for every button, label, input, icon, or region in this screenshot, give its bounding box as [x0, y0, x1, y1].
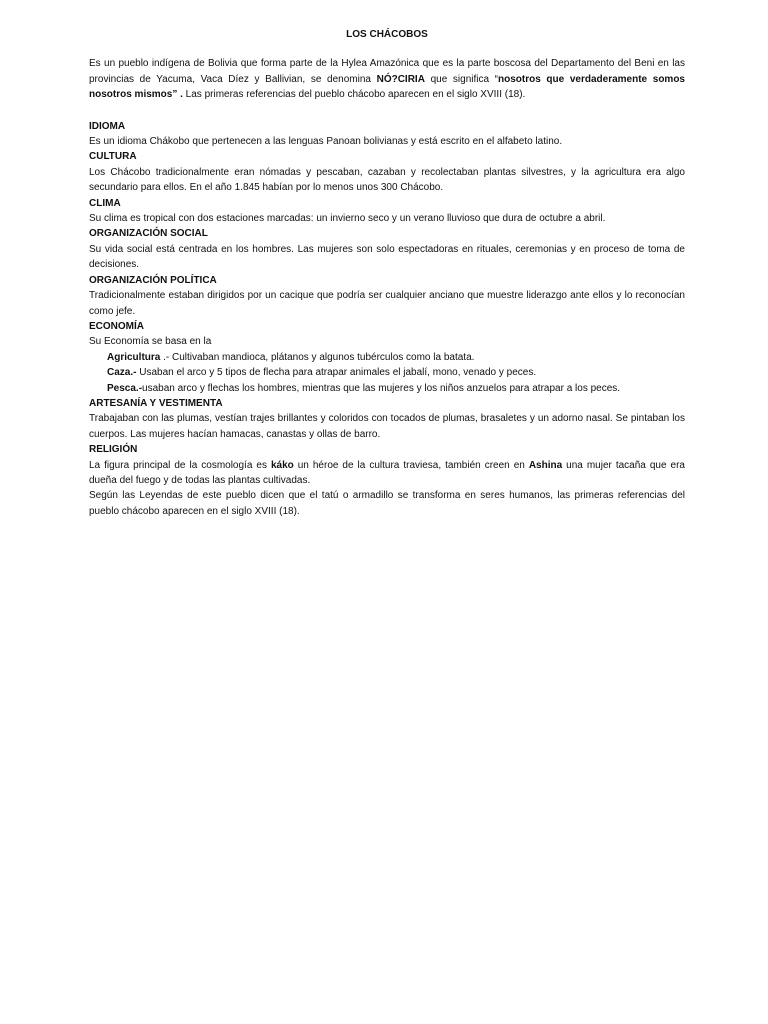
document-title: LOS CHÁCOBOS [346, 29, 428, 40]
heading-cultura: CULTURA [89, 151, 137, 163]
name-meaning: nosotros que verdaderamente somos nosotros mismos” . [89, 73, 685, 101]
people-name: NÓ?CIRIA [376, 73, 425, 85]
text-organizacion-social: Su vida social está centrada en los hombres. Las mujeres son solo espectadoras en rituales, ceremonias y en proceso de toma de decisiones. [89, 243, 685, 271]
heading-clima: CLIMA [89, 197, 121, 209]
intro-text-2: que significa “ [424, 73, 499, 85]
heading-economia: ECONOMÍA [89, 320, 144, 332]
religion-ashina: Ashina [528, 459, 563, 471]
economia-item-label: Pesca.- [107, 382, 143, 394]
economia-item-text: usaban arco y flechas los hombres, mientras que las mujeres y los niños anzuelos para atrapar a los peces. [142, 382, 621, 394]
economia-item-text: .- Cultivaban mandioca, plátanos y algunos tubérculos como la batata. [160, 351, 475, 363]
religion-text-2: un héroe de la cultura traviesa, también creen en [293, 459, 529, 471]
economia-item-caza [89, 365, 685, 380]
religion-text-3: una mujer tacaña que era dueña del fuego y de todas las plantas cultivadas. [89, 459, 685, 486]
text-clima: Su clima es tropical con dos estaciones marcadas: un invierno seco y un verano lluvioso que dura de octubre a abril. [89, 213, 606, 225]
heading-religion: RELIGIÓN [89, 444, 138, 456]
text-religion [89, 458, 685, 489]
economia-item-agricultura [89, 350, 685, 365]
economia-item-label: Agricultura [107, 351, 161, 363]
text-religion-leyendas: Según las Leyendas de este pueblo dicen que el tatú o armadillo se transforma en seres humanos, las primeras referencias del pueblo chácobo aparecen en el siglo XVIII (18). [89, 490, 685, 517]
intro-text-1: Es un pueblo indígena de Bolivia que forma parte de la Hylea Amazónica que es la parte boscosa del Departamento del Beni en las provincias de Yacuma, Vaca Díez y Ballivian, se denomina [89, 58, 685, 85]
religion-text-1: La figura principal de la cosmología es [89, 459, 271, 471]
intro-text-3: Las primeras referencias del pueblo chácobo aparecen en el siglo XVIII (18). [182, 89, 526, 101]
economia-item-text: Usaban el arco y 5 tipos de flecha para atrapar animales el jabalí, mono, venado y peces. [136, 367, 537, 379]
heading-artesania: ARTESANÍA Y VESTIMENTA [89, 397, 223, 409]
text-artesania: Trabajaban con las plumas, vestían trajes brillantes y coloridos con tocados de plumas, brasaletes y un adorno nasal. Se pintaban los cuerpos. Las mujeres hacían hamacas, canastas y ollas de barro. [89, 413, 685, 440]
religion-kako: káko [270, 459, 294, 471]
economia-item-label: Caza.- [107, 367, 137, 379]
intro-paragraph [89, 56, 685, 102]
heading-organizacion-politica: ORGANIZACIÓN POLÍTICA [89, 274, 217, 286]
document-page [89, 27, 685, 519]
text-idioma: Es un idioma Chákobo que pertenecen a las lenguas Panoan bolivianas y está escrito en el alfabeto latino. [89, 136, 563, 148]
economia-item-pesca [89, 381, 685, 396]
heading-organizacion-social: ORGANIZACIÓN SOCIAL [89, 228, 208, 240]
text-economia-intro: Su Economía se basa en la [89, 336, 212, 348]
heading-idioma: IDIOMA [89, 120, 126, 132]
text-organizacion-politica: Tradicionalmente estaban dirigidos por un cacique que podría ser cualquier anciano que muestre liderazgo ante ellos y lo reconocían como jefe. [89, 290, 685, 317]
text-cultura: Los Chácobo tradicionalmente eran nómadas y pescaban, cazaban y recolectaban plantas silvestres, y la agricultura era algo secundario para ellos. En el año 1.845 habían por lo menos unos 300 Chácobo. [89, 166, 685, 194]
